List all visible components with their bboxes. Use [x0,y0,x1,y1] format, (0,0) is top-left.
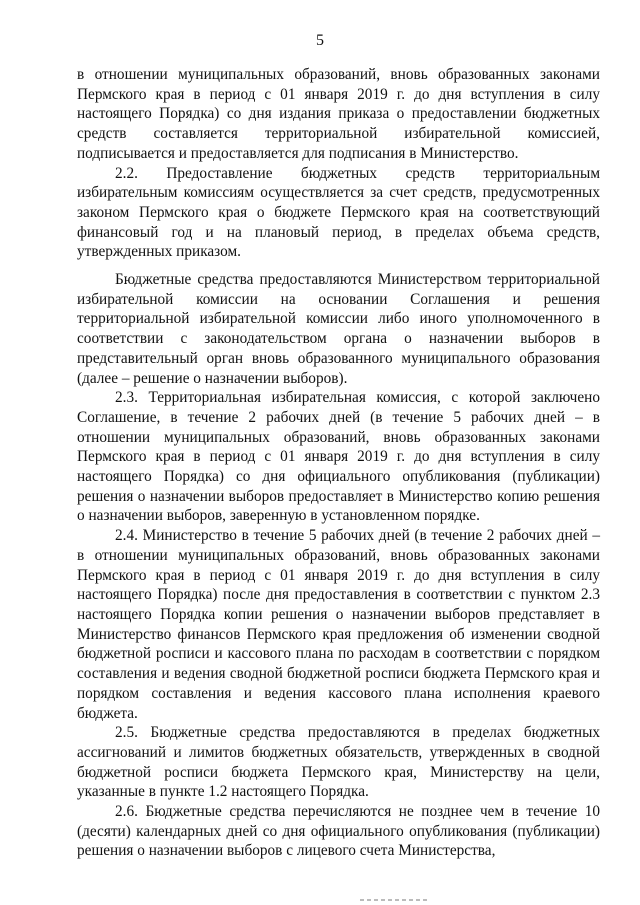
page-number: 5 [316,32,324,49]
paragraph-2-6: 2.6. Бюджетные средства перечисляются не позднее чем в течение 10 (десяти) календарных дней со дня официального опубликования (публикации) решения о назначении выборов с лицевого счета Министерства, [77,803,600,860]
paragraph-2-3: 2.3. Территориальная избирательная комиссия, с которой заключено Соглашение, в течение 2 рабочих дней (в течение 5 рабочих дней – в отношении муниципальных образований, вновь образованных законами Пермского края в период с 01 января 2019 г. до дня вступления в силу настоящего Порядка) со дня официального опубликования (публикации) решения о назначении выборов предоставляет в Министерство копию решения о назначении выборов, заверенную в установленном порядке. [77,389,600,525]
paragraph-2-4: 2.4. Министерство в течение 5 рабочих дней (в течение 2 рабочих дней – в отношении муниципальных образований, вновь образованных законами Пермского края в период с 01 января 2019 г. до дня вступления в силу настоящего Порядка) после дня предоставления в соответствии с пунктом 2.3 настоящего Порядка копии решения о назначении выборов представляет в Министерство финансов Пермского края предложения об изменении сводной бюджетной росписи и кассового плана по расходам в соответствии с порядком составления и ведения сводной бюджетной росписи бюджета Пермского края и порядком составления и ведения кассового плана исполнения краевого бюджета. [77,527,600,722]
scan-artifact-mark [360,899,430,901]
paragraph-continuation: в отношении муниципальных образований, вновь образованных законами Пермского края в период с 01 января 2019 г. до дня вступления в силу настоящего Порядка) со дня издания приказа о предоставлении бюджетных средств составляется территориальной избирательной комиссией, подписывается и предоставляется для подписания в Министерство. [77,66,600,162]
paragraph-2-2: 2.2. Предоставление бюджетных средств территориальным избирательным комиссиям осуществляется за счет средств, предусмотренных законом Пермского края о бюджете Пермского края на соответствующий финансовый год и на плановый период, в пределах объема средств, утвержденных приказом. [77,164,600,261]
paragraph-2-5: 2.5. Бюджетные средства предоставляются в пределах бюджетных ассигнований и лимитов бюджетных обязательств, утвержденных в сводной бюджетной росписи бюджета Пермского края, Министерству на цели, указанные в пункте 1.2 настоящего Порядка. [77,724,600,801]
document-body [77,65,600,861]
paragraph-budget-funds: Бюджетные средства предоставляются Министерством территориальной избирательной комиссии на основании Соглашения и решения территориальной избирательной комиссии либо иного уполномоченного в соответствии с законодательством органа о назначении выборов в представительный орган вновь образованного муниципального образования (далее – решение о назначении выборов). [77,271,600,387]
